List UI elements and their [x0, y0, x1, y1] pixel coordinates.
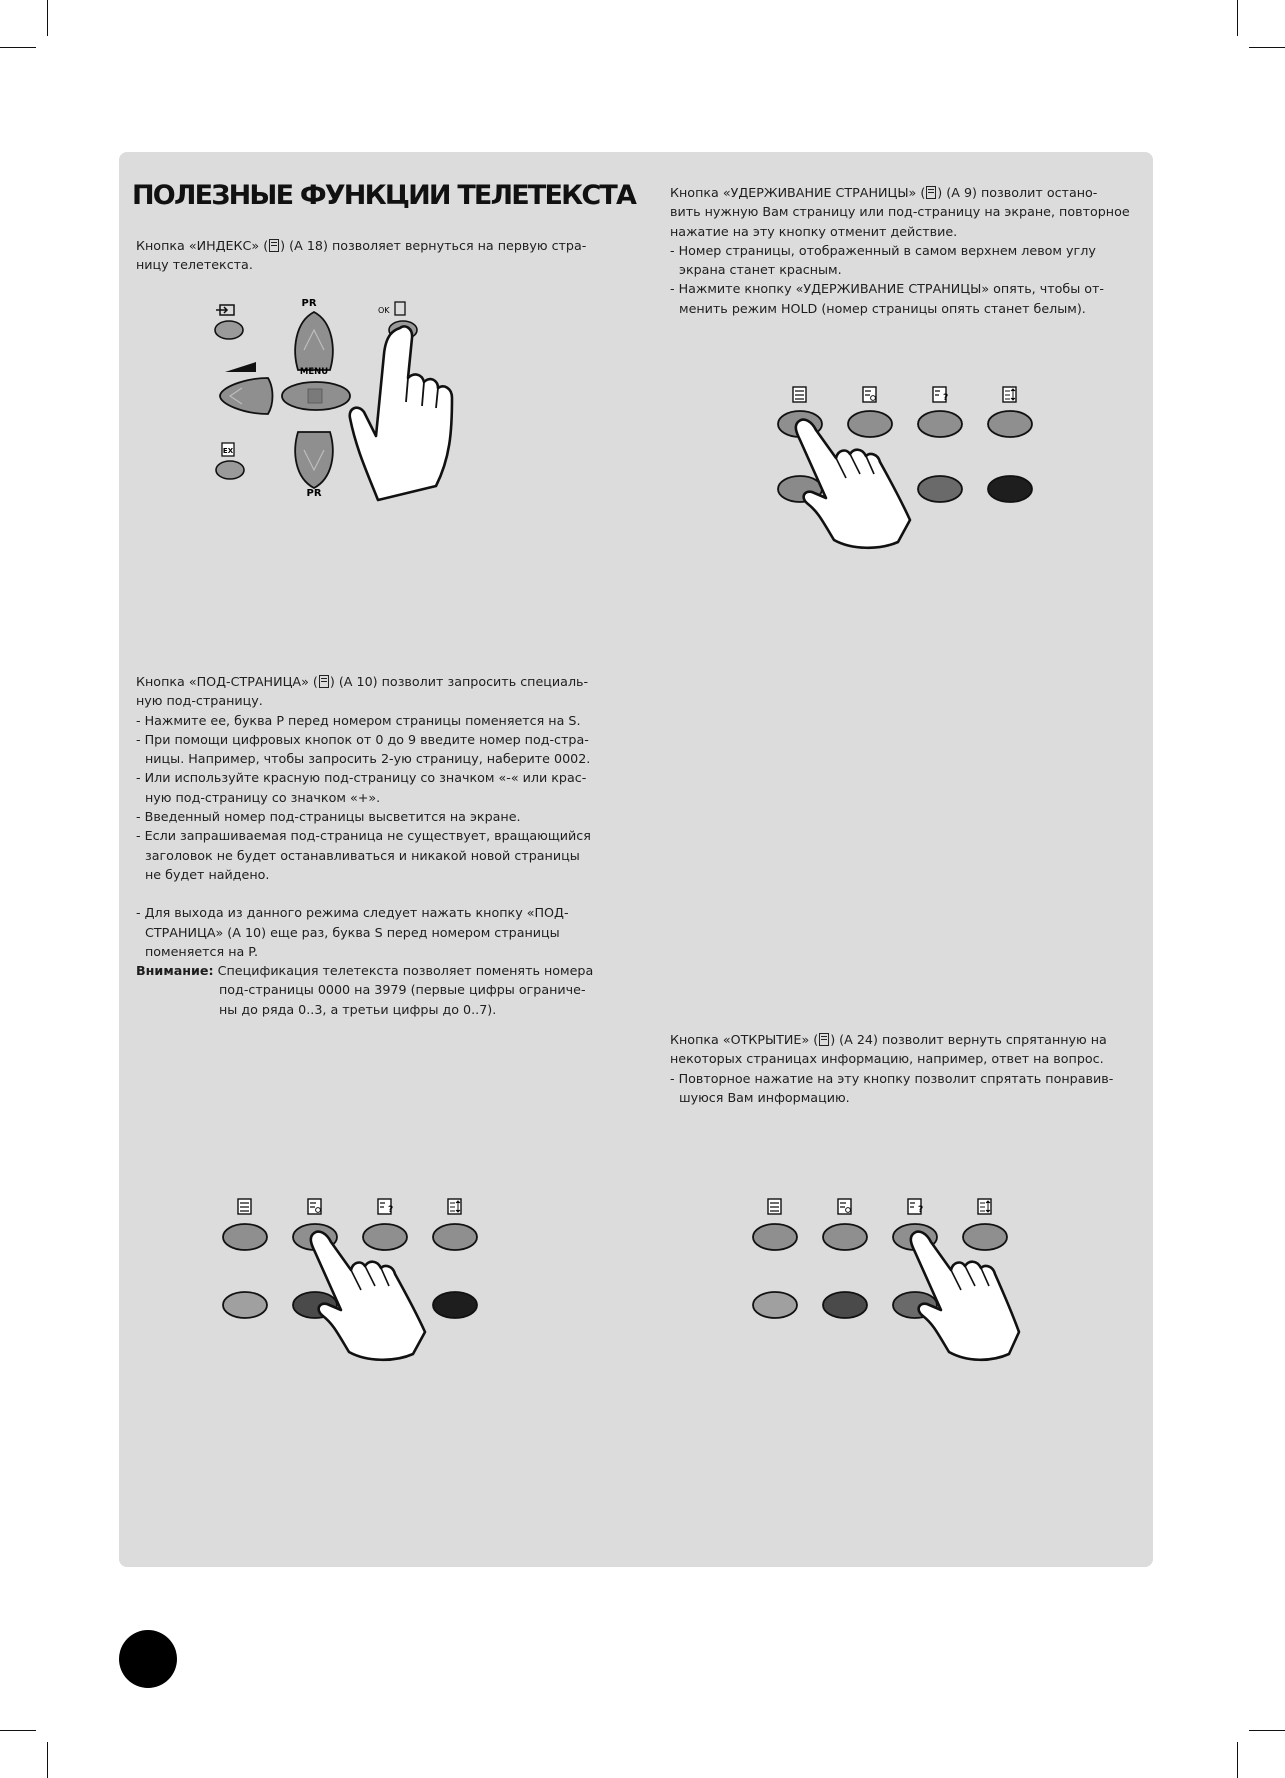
red-button[interactable]	[223, 1292, 267, 1318]
svg-text:EX: EX	[222, 447, 234, 455]
size-button[interactable]	[988, 411, 1032, 437]
svg-text:?: ?	[388, 1205, 394, 1215]
pr-down-label: PR	[306, 488, 322, 499]
index-description: Кнопка «ИНДЕКС» ( ) (А 18) позволяет вернуться на первую стра- ницу телетекста.	[136, 238, 587, 273]
yellow-button[interactable]	[918, 476, 962, 502]
reveal-icon	[819, 1033, 829, 1046]
subpage-button[interactable]	[848, 411, 892, 437]
crop-mark	[0, 1730, 36, 1731]
red-button[interactable]	[753, 1292, 797, 1318]
crop-mark	[47, 0, 48, 36]
pr-up-button[interactable]	[295, 312, 333, 370]
index-icon	[395, 302, 405, 315]
ok-label: OK	[378, 306, 390, 315]
teletext-keypad-hold	[770, 380, 1070, 560]
source-icon	[216, 305, 234, 315]
pr-up-label: PR	[301, 298, 317, 309]
hold-icon	[926, 186, 936, 199]
subpage-icon	[863, 387, 876, 402]
menu-label: MENU	[299, 367, 329, 377]
teletext-keypad-subpage	[215, 1192, 515, 1382]
warning-label: Внимание:	[136, 963, 214, 979]
hold-button[interactable]	[223, 1224, 267, 1250]
svg-text:?: ?	[918, 1205, 924, 1215]
subpage-icon	[308, 1199, 321, 1214]
subpage-button[interactable]	[823, 1224, 867, 1250]
remote-control-illustration	[200, 290, 470, 510]
hold-icon	[238, 1199, 251, 1214]
reveal-icon	[908, 1199, 923, 1215]
size-icon	[1003, 387, 1016, 402]
index-icon	[269, 239, 279, 252]
subpage-icon	[838, 1199, 851, 1214]
crop-mark	[0, 47, 36, 48]
volume-icon	[225, 362, 256, 372]
size-button[interactable]	[963, 1224, 1007, 1250]
reveal-button[interactable]	[918, 411, 962, 437]
reveal-button[interactable]	[363, 1224, 407, 1250]
svg-text:?: ?	[943, 393, 949, 403]
hold-description: Кнопка «УДЕРЖИВАНИЕ СТРАНИЦЫ» ( ) (А 9) позволит остано- вить нужную Вам страницу или под-страницу на экране, повторное нажатие на эту кнопку отменит действие. - Номер страницы, отображенный в самом верхнем левом углу экрана станет красным. - Нажмите кнопку «УДЕРЖИВАНИЕ СТРАНИЦЫ» опять, чтобы от- менить режим HOLD (номер страницы опять станет белым).	[670, 185, 1130, 316]
volume-down-button[interactable]	[220, 378, 273, 414]
hold-button[interactable]	[753, 1224, 797, 1250]
page-title: ПОЛЕЗНЫЕ ФУНКЦИИ ТЕЛЕТЕКСТА	[132, 180, 636, 211]
crop-mark	[47, 1742, 48, 1778]
exit-button[interactable]	[216, 461, 244, 479]
green-button[interactable]	[823, 1292, 867, 1318]
blue-button[interactable]	[433, 1292, 477, 1318]
hold-icon	[768, 1199, 781, 1214]
crop-mark	[1249, 47, 1285, 48]
blue-button[interactable]	[988, 476, 1032, 502]
hand-pointer-icon	[350, 326, 452, 500]
pr-down-button[interactable]	[295, 432, 333, 488]
crop-mark	[1237, 0, 1238, 36]
hold-icon	[793, 387, 806, 402]
size-button[interactable]	[433, 1224, 477, 1250]
subpage-icon	[319, 675, 329, 688]
crop-mark	[1249, 1730, 1285, 1731]
size-icon	[448, 1199, 461, 1214]
subpage-description: Кнопка «ПОД-СТРАНИЦА» ( ) (А 10) позволит запросить специаль- ную под-страницу. - Нажмите ее, буква P перед номером страницы поменяется на S. - При помощи цифровых кнопок от 0 до 9 введите номер под-стра- ницы. Например, чтобы запросить 2-ую страницу, наберите 0002. - Или используйте красную под-страницу со значком «-« или крас- ную под-страницу со значком «+». - Введенный номер под-страницы высветится на экране. - Если запрашиваемая под-страница не существует, вращающийся заголовок не будет останавливаться и никакой новой страницы не будет найдено. - Для выхода из данного режима следует нажать кнопку «ПОД- СТРАНИЦА» (А 10) еще раз, буква S перед номером страницы поменяется на P. Внимание: Спецификация телетекста позволяет поменять номера под-страницы 0000 на 3979 (первые цифры ограниче- ны до ряда 0..3, а третьи цифры до 0..7).	[136, 674, 594, 1017]
size-icon	[978, 1199, 991, 1214]
teletext-keypad-reveal	[745, 1192, 1045, 1382]
reveal-description: Кнопка «ОТКРЫТИЕ» ( ) (А 24) позволит вернуть спрятанную на некоторых страницах информацию, например, ответ на вопрос. - Повторное нажатие на эту кнопку позволит спрятать понравив- шуюся Вам информацию.	[670, 1032, 1114, 1105]
crop-mark	[1237, 1742, 1238, 1778]
source-button[interactable]	[215, 321, 243, 339]
page-number-dot	[119, 1630, 177, 1688]
reveal-icon	[378, 1199, 393, 1215]
reveal-icon	[933, 387, 948, 403]
